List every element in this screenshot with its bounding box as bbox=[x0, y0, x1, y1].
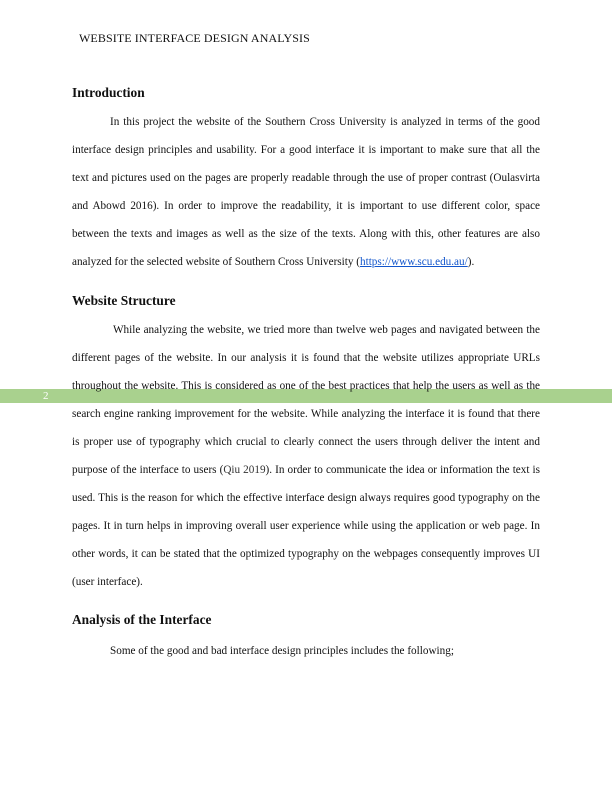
document-body bbox=[72, 80, 540, 665]
page-number: 2 bbox=[43, 390, 49, 402]
website-structure-heading: Website Structure bbox=[72, 293, 176, 308]
introduction-paragraph bbox=[72, 108, 540, 276]
running-head: WEBSITE INTERFACE DESIGN ANALYSIS bbox=[79, 31, 310, 45]
website-structure-text-end: ). In order to communicate the idea or information the text is used. This is the reason for which the effective interface design always requires good typography on the pages. It in turn helps in improving overall user experience while using the application or web page. In other words, it can be stated that the optimized typography on the webpages consequently improves UI (user interface). bbox=[72, 464, 540, 588]
scu-website-link[interactable]: https://www.scu.edu.au/ bbox=[360, 256, 468, 268]
analysis-paragraph: Some of the good and bad interface design principles includes the following; bbox=[110, 645, 454, 657]
website-structure-text: While analyzing the website, we tried more than twelve web pages and navigated between the different pages of the website. In our analysis it is found that the website utilizes appropriate URLs throughout the website. This is considered as one of the best practices that help the users as well as the search engine ranking improvement for the website. While analyzing the interface it is found that there is proper use of typography which crucial to clearly connect the users through deliver the intent and purpose of the interface to users ( bbox=[72, 324, 540, 476]
introduction-text-end: ). bbox=[467, 256, 475, 268]
citation-qiu: Qiu 2019 bbox=[223, 464, 266, 476]
analysis-heading: Analysis of the Interface bbox=[72, 612, 212, 627]
introduction-heading: Introduction bbox=[72, 85, 145, 100]
website-structure-paragraph bbox=[72, 316, 540, 596]
introduction-text: In this project the website of the Southern Cross University is analyzed in terms of the good interface design principles and usability. For a good interface it is important to make sure that all the text and pictures used on the pages are properly readable through the use of proper contrast (Oulasvirta and Abowd 2016). In order to improve the readability, it is important to use different color, space between the texts and images as well as the size of the texts. Along with this, other features are also analyzed for the selected website of Southern Cross University ( bbox=[72, 116, 540, 268]
